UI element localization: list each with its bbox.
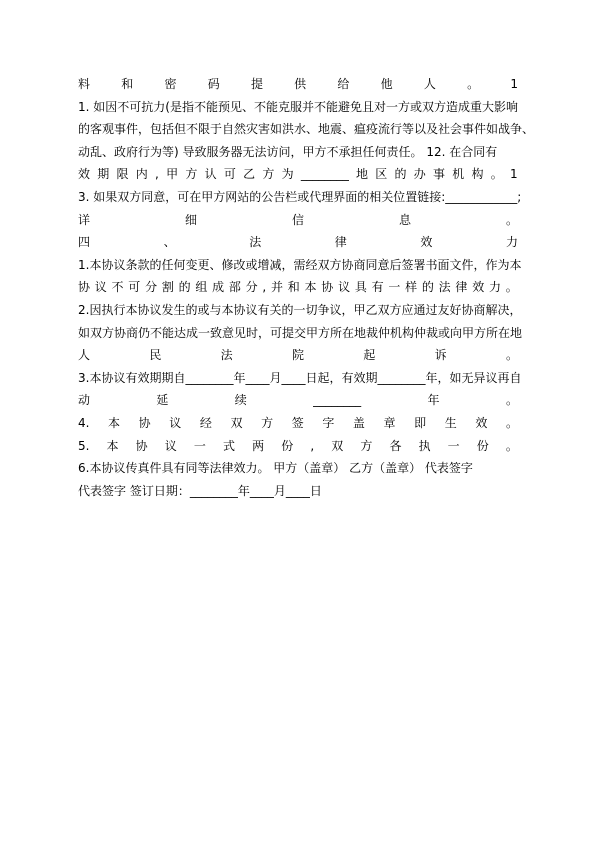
line-token: 构 [471, 167, 484, 182]
line-token: 效 [475, 416, 488, 430]
line-token: 地 [356, 167, 369, 182]
line-token: 他 [380, 77, 393, 91]
line-token: 具 [354, 280, 367, 295]
line-token: 方 [262, 167, 275, 182]
line-token: 1 [510, 167, 518, 182]
line-token: 方 [360, 438, 373, 453]
line-token: 章 [383, 416, 396, 430]
line-token: 本 [106, 438, 119, 453]
line-token: ________ [300, 167, 349, 182]
line-token: 份 [476, 438, 489, 453]
document-line: 3.本协议有效期期自________年____月____日起，有效期________年，如无异议再自 [78, 370, 522, 385]
line-token: 效 [420, 235, 433, 250]
line-token: 割 [161, 280, 174, 295]
line-token: 力 [488, 280, 501, 295]
line-token: 。 [490, 167, 503, 182]
line-token: 生 [444, 416, 457, 430]
line-token: 延 [156, 393, 169, 408]
line-token: 续 [234, 393, 247, 408]
line-token: 和 [287, 280, 300, 295]
line-token: 。 [505, 438, 518, 453]
line-token: 给 [337, 77, 350, 91]
line-token: 的 [178, 280, 191, 295]
line-token: 、 [163, 235, 176, 250]
line-token: 一 [388, 280, 401, 295]
line-token: 法 [220, 348, 233, 363]
line-token: 双 [230, 416, 243, 430]
line-token: 。 [505, 393, 518, 408]
line-token: 可 [128, 280, 141, 295]
line-token: , [310, 438, 315, 453]
line-token: 四 [78, 235, 91, 250]
line-token: 分 [245, 280, 258, 295]
line-token: 一 [447, 438, 460, 453]
line-token: 1 [510, 77, 518, 91]
line-token: 。 [467, 77, 480, 91]
line-token: 起 [363, 348, 376, 363]
document-line: 1. 如因不可抗力(是指不能预见、不能克服并不能避免且对一方或双方造成重大影响 [78, 99, 518, 114]
line-token: 提 [250, 77, 263, 91]
line-token: 息 [398, 212, 411, 227]
line-token: 院 [291, 348, 304, 363]
line-token: 。 [505, 212, 518, 227]
line-token: 。 [505, 416, 518, 430]
document-line [78, 209, 518, 231]
line-token: 动 [78, 393, 91, 408]
document-line [78, 389, 518, 411]
line-token: 料 [78, 77, 91, 91]
line-token: 认 [204, 167, 217, 182]
line-token: 即 [414, 416, 427, 430]
line-token: 组 [195, 280, 208, 295]
document-line: 动乱、政府行为等) 导致服务器无法访问，甲方不承担任何责任。 12. 在合同有 [78, 144, 498, 159]
line-token: 签 [291, 416, 304, 430]
line-token: 双 [331, 438, 344, 453]
line-token: 各 [389, 438, 402, 453]
line-token: 事 [433, 167, 446, 182]
line-token: 式 [222, 438, 235, 453]
line-token: 议 [164, 438, 177, 453]
line-token: 内 [135, 167, 148, 182]
line-token: 议 [94, 280, 107, 295]
line-token: 可 [223, 167, 236, 182]
line-token: 不 [111, 280, 124, 295]
document-line [78, 276, 518, 298]
line-token: 机 [452, 167, 465, 182]
line-token: 期 [97, 167, 110, 182]
document-line [78, 435, 518, 457]
line-token: 诉 [434, 348, 447, 363]
line-token: 律 [455, 280, 468, 295]
line-token: 的 [421, 280, 434, 295]
document-line [78, 231, 518, 253]
line-token: 详 [78, 212, 91, 227]
line-token: 协 [138, 416, 151, 430]
line-token: 有 [371, 280, 384, 295]
line-token: 样 [405, 280, 418, 295]
line-token: 分 [145, 280, 158, 295]
line-token: 人 [423, 77, 436, 91]
document-line: 的客观事件，包括但不限于自然灾害如洪水、地震、瘟疫流行等以及社会事件如战争、 [78, 122, 535, 137]
line-token: 年 [427, 393, 440, 408]
document-line: 6.本协议传真件具有同等法律效力。 甲方（盖章） 乙方（盖章） 代表签字 [78, 461, 473, 476]
line-token: 盖 [352, 416, 365, 430]
line-token: 的 [394, 167, 407, 182]
line-token: 议 [169, 416, 182, 430]
line-token: 协 [78, 280, 91, 295]
line-token: 字 [322, 416, 335, 430]
line-token: 经 [199, 416, 212, 430]
line-token: 人 [78, 348, 91, 363]
line-token: 效 [78, 167, 91, 182]
document-line [78, 163, 518, 185]
line-token: 密 [164, 77, 177, 91]
line-token: 协 [135, 438, 148, 453]
document-line [78, 412, 518, 434]
line-token: 律 [334, 235, 347, 250]
line-token: 和 [121, 77, 134, 91]
line-token: 信 [291, 212, 304, 227]
line-token: 协 [321, 280, 334, 295]
line-token: , [155, 167, 159, 182]
line-token: 本 [304, 280, 317, 295]
document-line [78, 344, 518, 366]
document-line: 3. 如果双方同意，可在甲方网站的公告栏或代理界面的相关位置链接:____________; [78, 190, 522, 204]
line-token: 成 [212, 280, 225, 295]
line-token: 限 [116, 167, 129, 182]
line-token: 方 [261, 416, 274, 430]
line-token: 区 [375, 167, 388, 182]
line-token: 为 [281, 167, 294, 182]
line-token: 4. [78, 416, 90, 430]
line-token: 份 [281, 438, 294, 453]
line-token: 。 [505, 280, 518, 295]
line-token: 码 [207, 77, 220, 91]
document-line: 如双方协商仍不能达成一致意见时，可提交甲方所在地裁仲机构仲裁或向甲方所在地 [78, 325, 523, 340]
line-token: 执 [418, 438, 431, 453]
line-token: 法 [249, 235, 262, 250]
document-line: 2.因执行本协议发生的或与本协议有关的一切争议，甲乙双方应通过友好协商解决， [78, 303, 522, 317]
line-token: 5. [78, 438, 90, 453]
document-line: 代表签字 签订日期：________年____月____日 [78, 483, 322, 498]
line-token: 乙 [243, 167, 256, 182]
line-token: 甲 [166, 167, 179, 182]
line-token: 办 [413, 167, 426, 182]
line-token: 并 [271, 280, 284, 295]
line-token: 效 [472, 280, 485, 295]
line-token: 两 [252, 438, 265, 453]
document-line [78, 73, 518, 95]
line-token: 方 [185, 167, 198, 182]
line-token: 本 [108, 416, 121, 430]
document-line: 1.本协议条款的任何变更、修改或增减，需经双方协商同意后签署书面文件，作为本 [78, 257, 522, 272]
line-token: 议 [338, 280, 351, 295]
line-token: 细 [184, 212, 197, 227]
line-token: 法 [438, 280, 451, 295]
line-token: 一 [193, 438, 206, 453]
line-token: 力 [505, 235, 518, 250]
line-token: 民 [149, 348, 162, 363]
line-token: , [262, 280, 267, 295]
line-token: 供 [294, 77, 307, 91]
line-token: 。 [505, 348, 518, 363]
line-token: 部 [228, 280, 241, 295]
line-token: ________ [313, 393, 362, 408]
